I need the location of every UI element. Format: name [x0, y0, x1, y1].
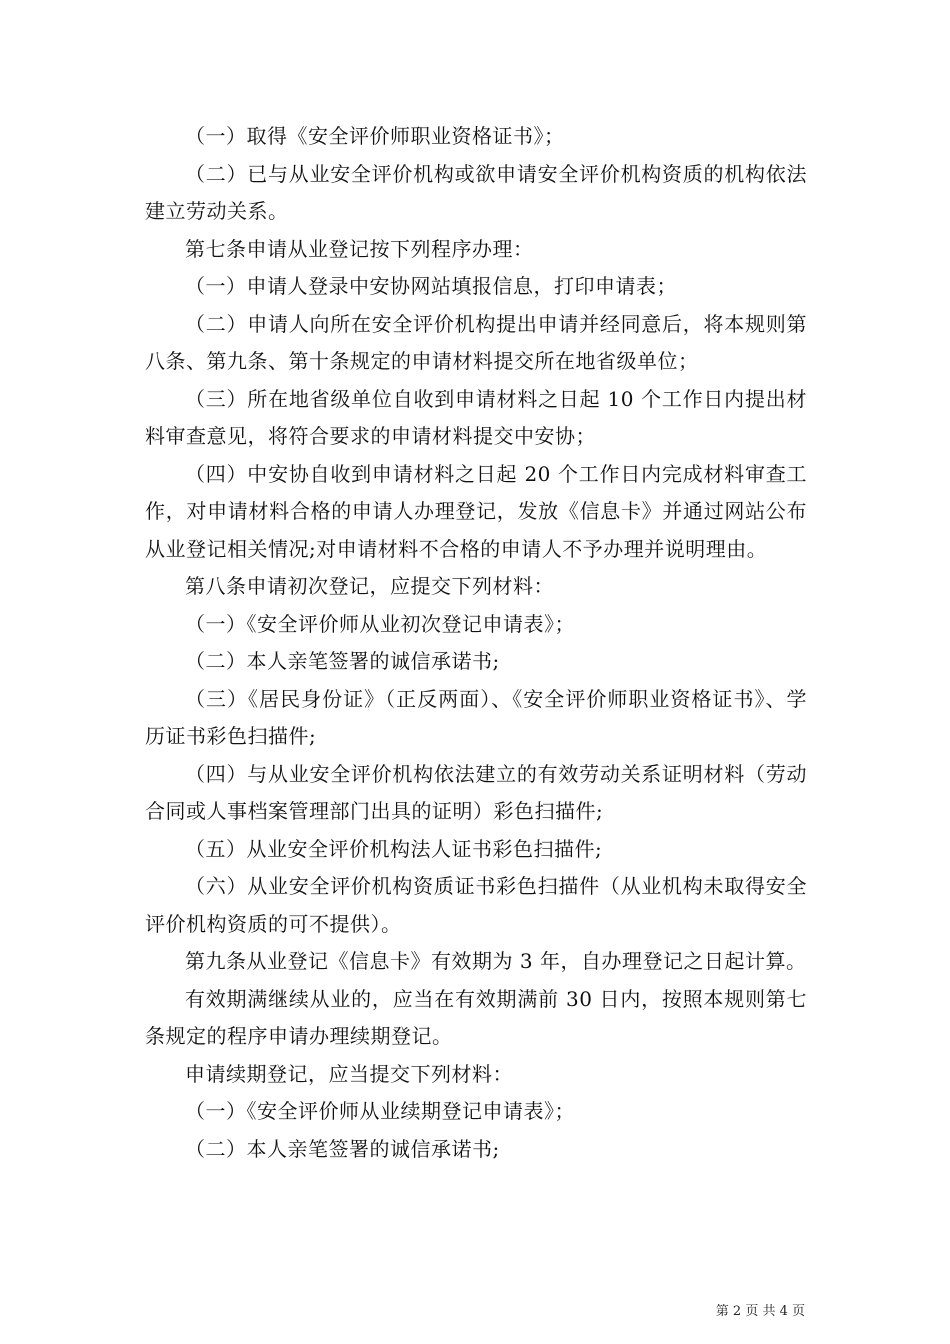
- paragraph-2: （二）已与从业安全评价机构或欲申请安全评价机构资质的机构依法建立劳动关系。: [145, 161, 807, 223]
- paragraph-18: （一）《安全评价师从业续期登记申请表》；: [185, 1099, 575, 1123]
- paragraph-11: （三）《居民身份证》（正反两面）、《安全评价师职业资格证书》、学历证书彩色扫描件;: [145, 686, 807, 748]
- paragraph-17: 申请续期登记，应当提交下列材料：: [185, 1061, 513, 1086]
- page-number-footer: 第 2 页 共 4 页: [715, 1304, 805, 1319]
- paragraph-8: 第八条申请初次登记，应提交下列材料：: [185, 574, 554, 598]
- paragraph-10: （二）本人亲笔签署的诚信承诺书;: [185, 649, 500, 673]
- paragraph-5: （二）申请人向所在安全评价机构提出申请并经同意后，将本规则第八条、第九条、第十条规定的申请材料提交所在地省级单位；: [145, 311, 807, 373]
- paragraph-9: （一）《安全评价师从业初次登记申请表》；: [185, 611, 575, 636]
- paragraph-13: （五）从业安全评价机构法人证书彩色扫描件;: [185, 836, 603, 861]
- paragraph-19: （二）本人亲笔签署的诚信承诺书;: [185, 1136, 500, 1161]
- paragraph-6: （三）所在地省级单位自收到申请材料之日起 10 个工作日内提出材料审查意见，将符合要求的申请材料提交中安协；: [145, 386, 807, 448]
- paragraph-7: （四）中安协自收到申请材料之日起 20 个工作日内完成材料审查工作，对申请材料合格的申请人办理登记，发放《信息卡》并通过网站公布从业登记相关情况;对申请材料不合格的申请人不予办理并说明理由。: [145, 461, 807, 561]
- paragraph-3: 第七条申请从业登记按下列程序办理：: [185, 236, 534, 261]
- paragraph-15: 第九条从业登记《信息卡》有效期为 3 年，自办理登记之日起计算。: [185, 949, 807, 973]
- paragraph-1: （一）取得《安全评价师职业资格证书》；: [185, 124, 565, 148]
- paragraph-16: 有效期满继续从业的，应当在有效期满前 30 日内，按照本规则第七条规定的程序申请办理续期登记。: [145, 986, 807, 1048]
- document-body: [145, 118, 807, 1168]
- paragraph-14: （六）从业安全评价机构资质证书彩色扫描件（从业机构未取得安全评价机构资质的可不提供）。: [145, 874, 807, 936]
- paragraph-4: （一）申请人登录中安协网站填报信息，打印申请表；: [185, 274, 677, 298]
- paragraph-12: （四）与从业安全评价机构依法建立的有效劳动关系证明材料（劳动合同或人事档案管理部门出具的证明）彩色扫描件;: [145, 761, 807, 823]
